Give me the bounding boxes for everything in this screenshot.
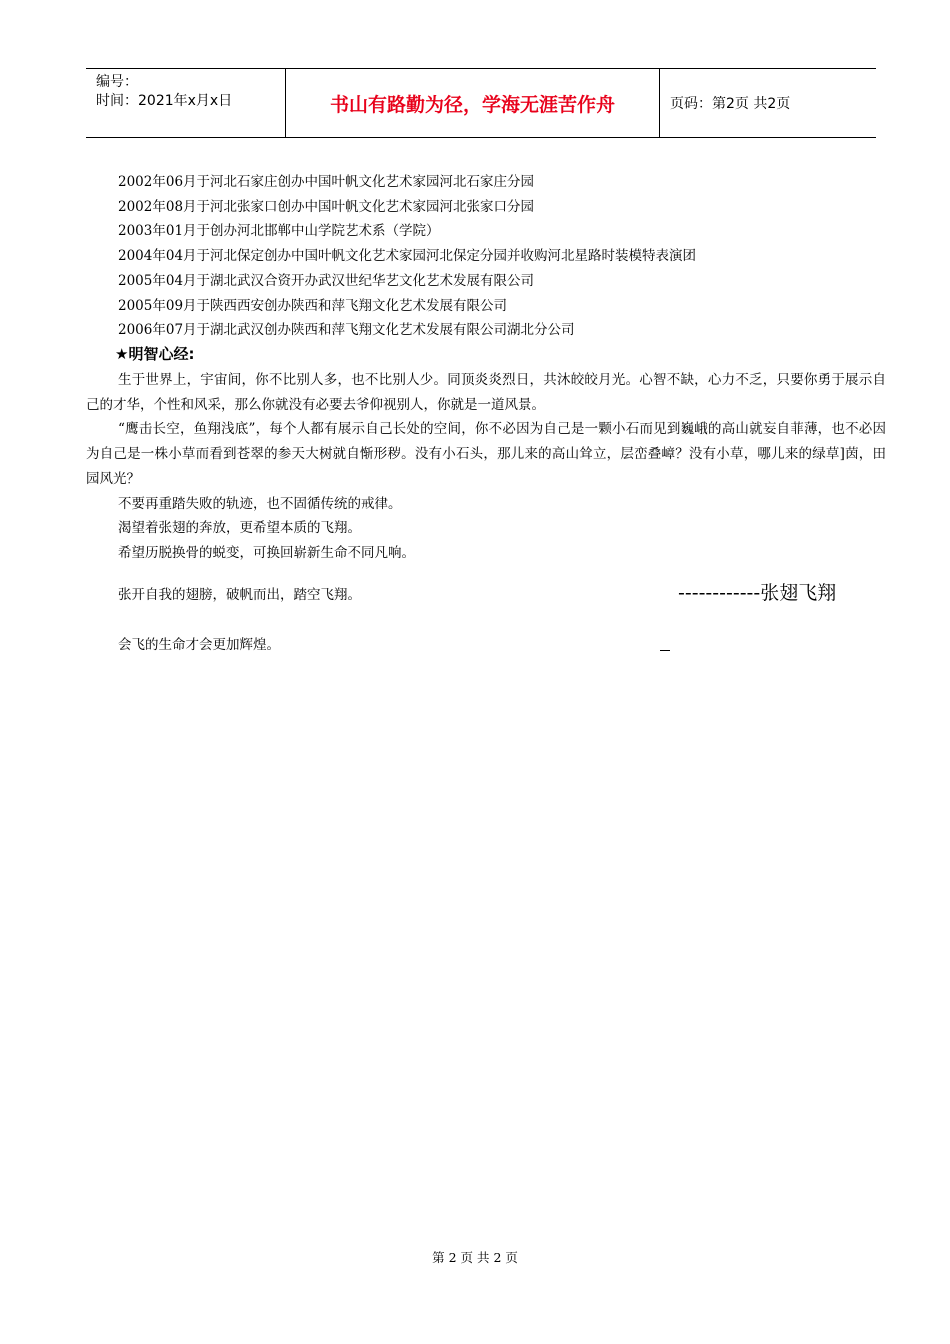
history-item: 2002年06月于河北石家庄创办中国叶帆文化艺术家园河北石家庄分园 [118,174,535,190]
page-footer: 第 2 页 共 2 页 [432,1250,518,1265]
closing-line-2: 会飞的生命才会更加辉煌。 [118,637,280,653]
history-item: 2005年09月于陕西西安创办陕西和萍飞翔文化艺术发展有限公司 [118,297,508,314]
section-title: ★明智心经: [115,345,195,363]
time-label: 时间：2021年x月x日 [96,93,233,109]
header-motto: 书山有路勤为径，学海无涯苦作舟 [286,69,660,137]
signature: ------------张翅飞翔 [678,582,837,604]
history-item: 2003年01月于创办河北邯郸中山学院艺术系（学院） [118,223,440,240]
essay-body [86,368,886,566]
essay-paragraph: 不要再重踏失败的轨迹，也不固循传统的戒律。 [118,495,402,512]
history-item: 2006年07月于湖北武汉创办陕西和萍飞翔文化艺术发展有限公司湖北分公司 [118,322,575,339]
history-item: 2002年08月于河北张家口创办中国叶帆文化艺术家园河北张家口分园 [118,198,535,215]
header-meta [86,69,286,137]
underscore-mark [660,650,670,651]
essay-paragraph: “鹰击长空，鱼翔浅底”，每个人都有展示自己长处的空间，你不必因为自己是一颗小石而见到巍峨的高山就妄自菲薄，也不必因为自己是一株小草而看到苍翠的参天大树就自惭形秽。没有小石头，那儿来的高山耸立，层峦叠嶂？没有小草，哪儿来的绿草]茵，田园风光？ [86,421,886,487]
header-page-number: 页码：第2页 共2页 [670,96,791,112]
essay-paragraph: 渴望着张翅的奔放，更希望本质的飞翔。 [118,520,361,537]
closing-line-1: 张开自我的翅膀，破帆而出，踏空飞翔。 [118,587,361,603]
page-header [86,68,876,138]
history-list [118,170,878,343]
history-item: 2005年04月于湖北武汉合资开办武汉世纪华艺文化艺术发展有限公司 [118,272,535,289]
essay-paragraph: 生于世界上，宇宙间，你不比别人多，也不比别人少。同顶炎炎烈日，共沐皎皎月光。心智不缺，心力不乏，只要你勇于展示自己的才华，个性和风采，那么你就没有必要去爷仰视别人，你就是一道风景。 [86,372,886,413]
history-item: 2004年04月于河北保定创办中国叶帆文化艺术家园河北保定分园并收购河北星路时装模特表演团 [118,248,697,265]
number-label: 编号： [96,74,138,90]
essay-paragraph: 希望历脱换骨的蜕变，可换回崭新生命不同凡响。 [118,544,415,561]
